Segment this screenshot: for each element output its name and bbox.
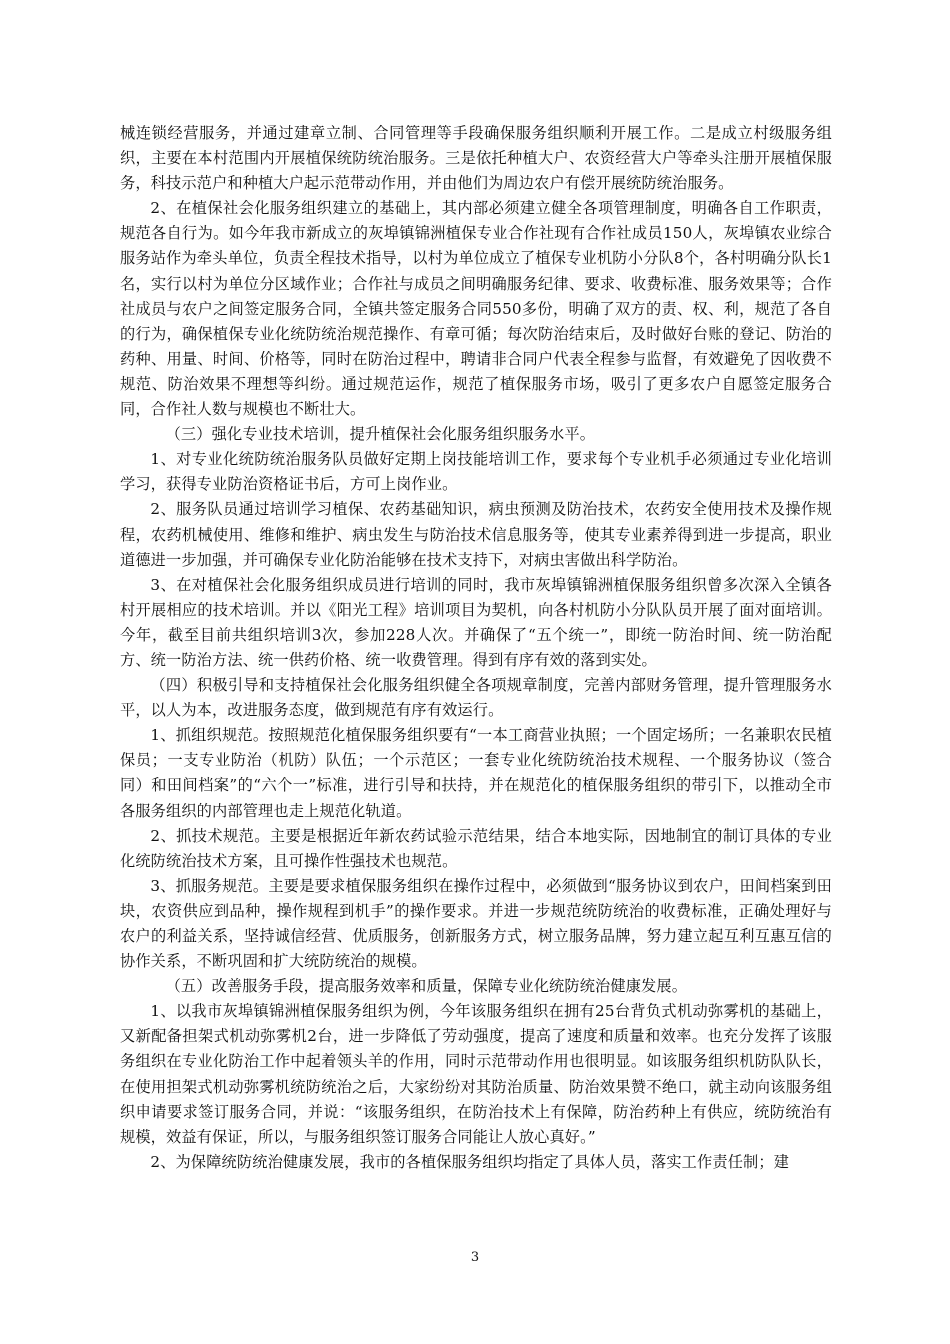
paragraph: 1、抓组织规范。按照规范化植保服务组织要有“一本工商营业执照；一个固定场所；一名兼职农民植保员；一支专业防治（机防）队伍；一个示范区；一套专业化统防统治技术规程、一个服务协议（签合同）和田间档案”的“六个一”标准，进行引导和扶持，并在规范化的植保服务组织的带引下，以推动全市各服务组织的内部管理也走上规范化轨道。 <box>120 726 832 820</box>
paragraph-continuation: 械连锁经营服务，并通过建章立制、合同管理等手段确保服务组织顺利开展工作。二是成立村级服务组织，主要在本村范围内开展植保统防统治服务。三是依托种植大户、农资经营大户等牵头注册开展植保服务，科技示范户和种植大户起示范带动作用，并由他们为周边农户有偿开展统防统治服务。 <box>120 124 832 193</box>
paragraph: 2、为保障统防统治健康发展，我市的各植保服务组织均指定了具体人员，落实工作责任制；建 <box>150 1152 790 1171</box>
paragraph: 2、在植保社会化服务组织建立的基础上，其内部必须建立健全各项管理制度，明确各自工作职责，规范各自行为。如今年我市新成立的灰埠镇锦洲植保专业合作社现有合作社成员150人，灰埠镇农业综合服务站作为牵头单位，负责全程技术指导，以村为单位成立了植保专业机防小分队8个，各村明确分队长1名，实行以村为单位分区域作业；合作社与成员之间明确服务纪律、要求、收费标准、服务效果等；合作社成员与农户之间签定服务合同，全镇共签定服务合同550多份，明确了双方的责、权、利，规范了各自的行为，确保植保专业化统防统治规范操作、有章可循；每次防治结束后，及时做好台账的登记、防治的药种、用量、时间、价格等，同时在防治过程中，聘请非合同户代表全程参与监督，有效避免了因收费不规范、防治效果不理想等纠纷。通过规范运作，规范了植保服务市场，吸引了更多农户自愿签定服务合同，合作社人数与规模也不断壮大。 <box>120 199 832 419</box>
section-heading-5: （五）改善服务手段，提高服务效率和质量，保障专业化统防统治健康发展。 <box>165 977 688 996</box>
paragraph: 3、抓服务规范。主要是要求植保服务组织在操作过程中，必须做到“服务协议到农户，田间档案到田块，农资供应到品种，操作规程到机手”的操作要求。并进一步规范统防统治的收费标准，正确处理好与农户的利益关系，坚持诚信经营、优质服务，创新服务方式，树立服务品牌，努力建立起互利互惠互信的协作关系，不断巩固和扩大统防统治的规模。 <box>120 876 832 971</box>
paragraph: 2、服务队员通过培训学习植保、农药基础知识，病虫预测及防治技术，农药安全使用技术及操作规程，农药机械使用、维修和维护、病虫发生与防治技术信息服务等，使其专业素养得到进一步提高，职业道德进一步加强，并可确保专业化防治能够在技术支持下，对病虫害做出科学防治。 <box>120 500 832 569</box>
body-text <box>120 121 832 1175</box>
paragraph: 1、以我市灰埠镇锦洲植保服务组织为例，今年该服务组织在拥有25台背负式机动弥雾机的基础上，又新配备担架式机动弥雾机2台，进一步降低了劳动强度，提高了速度和质量和效率。也充分发挥了该服务组织在专业化防治工作中起着领头羊的作用，同时示范带动作用也很明显。如该服务组织机防队队长，在使用担架式机动弥雾机统防统治之后，大家纷纷对其防治质量、防治效果赞不绝口，就主动向该服务组织申请要求签订服务合同，并说：“该服务组织，在防治技术上有保障，防治药种上有供应，统防统治有规模，效益有保证，所以，与服务组织签订服务合同能让人放心真好。” <box>120 1002 832 1146</box>
paragraph: 1、对专业化统防统治服务队员做好定期上岗技能培训工作，要求每个专业机手必须通过专业化培训学习，获得专业防治资格证书后，方可上岗作业。 <box>120 450 832 494</box>
page-number: 3 <box>470 1250 480 1265</box>
paragraph: 2、抓技术规范。主要是根据近年新农药试验示范结果，结合本地实际，因地制宜的制订具体的专业化统防统治技术方案，且可操作性强技术也规范。 <box>120 826 832 870</box>
section-heading-4: （四）积极引导和支持植保社会化服务组织健全各项规章制度，完善内部财务管理，提升管理服务水平，以人为本，改进服务态度，做到规范有序有效运行。 <box>120 676 832 720</box>
section-heading-3: （三）强化专业技术培训，提升植保社会化服务组织服务水平。 <box>165 425 596 444</box>
paragraph: 3、在对植保社会化服务组织成员进行培训的同时，我市灰埠镇锦洲植保服务组织曾多次深入全镇各村开展相应的技术培训。并以《阳光工程》培训项目为契机，向各村机防小分队队员开展了面对面培训。今年，截至目前共组织培训3次，参加228人次。并确保了“五个统一”，即统一防治时间、统一防治配方、统一防治方法、统一供药价格、统一收费管理。得到有序有效的落到实处。 <box>120 575 832 669</box>
